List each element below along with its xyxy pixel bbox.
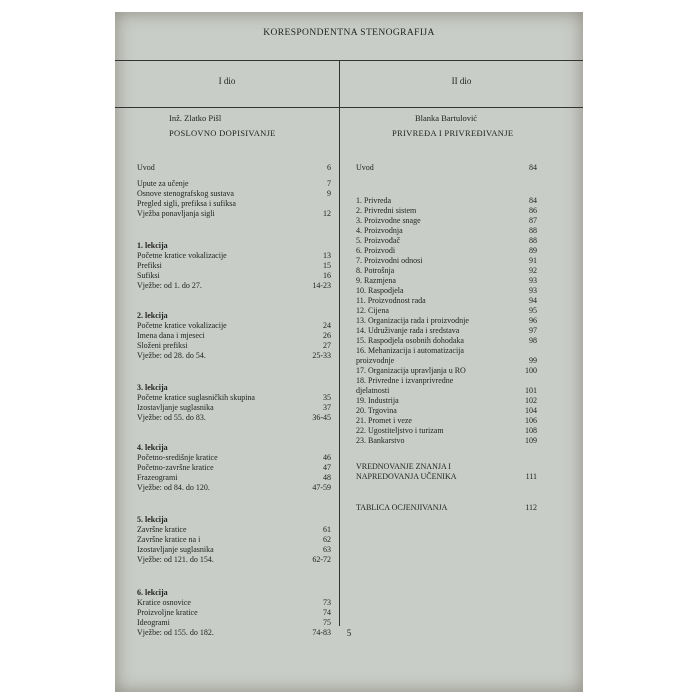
page-number: 5 [346,628,352,638]
toc-entry-page: 14-23 [312,281,331,290]
toc-entry-label: Vježbe: od 121. do 154. [137,555,214,564]
toc-entry [137,554,331,565]
left-subtitle: POSLOVNO DOPISIVANJE [169,128,276,138]
toc-entry-page: 24 [323,321,331,330]
toc-entry-page: 98 [529,336,537,345]
toc-entry-label: Izostavljanje suglasnika [137,545,214,554]
toc-entry-page: 84 [529,196,537,205]
toc-entry-label: Završne kratice [137,525,187,534]
toc-entry-page: 111 [525,472,537,481]
toc-entry-page: 84 [529,163,537,172]
left-author: Inž. Zlatko Pišl [169,113,222,123]
toc-entry-page: 93 [529,286,537,295]
toc-entry [137,208,331,219]
toc-entry-page: 101 [525,386,537,395]
column-divider [339,60,340,626]
book-page [115,12,583,692]
toc-entry-label: 3. Proizvodne snage [356,216,421,225]
toc-entry-label: TABLICA OCJENJIVANJA [356,503,448,512]
toc-entry-label: 9. Razmjena [356,276,396,285]
toc-entry-label: Uvod [137,163,155,172]
toc-entry-page: 88 [529,226,537,235]
toc-entry-page: 91 [529,256,537,265]
toc-entry-page: 12 [323,209,331,218]
toc-entry-page: 97 [529,326,537,335]
toc-entry-page: 88 [529,236,537,245]
toc-entry-label: Proizvoljne kratice [137,608,198,617]
toc-entry-page: 16 [323,271,331,280]
toc-entry-page: 86 [529,206,537,215]
toc-entry-page: 108 [525,426,537,435]
toc-entry-label: 20. Trgovina [356,406,397,415]
right-subtitle: PRIVREĐA I PRIVREĐIVANJE [392,128,514,138]
toc-entry-label: 4. lekcija [137,443,168,452]
toc-entry-label: 11. Proizvodnost rada [356,296,426,305]
toc-entry-page: 61 [323,525,331,534]
toc-entry-label: 13. Organizacija rada i proizvodnje [356,316,469,325]
toc-entry-label: Kratice osnovice [137,598,191,607]
toc-entry-label: Pregled sigli, prefiksa i sufiksa [137,199,236,208]
toc-entry [137,280,331,291]
toc-entry-page: 109 [525,436,537,445]
toc-entry-label: Imena dana i mjeseci [137,331,205,340]
toc-entry-label: 22. Ugostiteljstvo i turizam [356,426,444,435]
toc-entry-label: 15. Raspodjela osobnih dohodaka [356,336,464,345]
toc-entry-label: Vježbe: od 28. do 54. [137,351,206,360]
toc-entry-label: Vježbe: od 1. do 27. [137,281,202,290]
toc-entry-page: 46 [323,453,331,462]
toc-entry-label: 23. Bankarstvo [356,436,405,445]
page-title: KORESPONDENTNA STENOGRAFIJA [263,28,435,38]
toc-entry-label: 7. Proizvodni odnosi [356,256,423,265]
toc-entry-label: 14. Udruživanje rada i sredstava [356,326,460,335]
toc-entry-page: 47-59 [312,483,331,492]
toc-entry-page: 102 [525,396,537,405]
toc-entry [137,350,331,361]
toc-entry [137,482,331,493]
toc-entry-label: Vježbe: od 55. do 83. [137,413,206,422]
toc-entry-label: Početno-završne kratice [137,463,214,472]
toc-entry-label: NAPREDOVANJA UČENIKA [356,472,457,481]
toc-entry-page: 99 [529,356,537,365]
toc-entry-page: 89 [529,246,537,255]
toc-entry-label: 21. Promet i veze [356,416,412,425]
toc-entry-label: Početne kratice suglasničkih skupina [137,393,255,402]
toc-entry-label: 6. lekcija [137,588,168,597]
right-author: Blanka Bartulović [415,113,478,123]
header-rule [115,107,583,108]
toc-entry-page: 62 [323,535,331,544]
top-rule [115,60,583,61]
toc-entry-label: proizvodnje [356,356,395,365]
toc-entry-page: 47 [323,463,331,472]
toc-entry-page: 100 [525,366,537,375]
toc-entry-label: Ideogrami [137,618,170,627]
toc-entry-page: 13 [323,251,331,260]
toc-entry-label: Frazeogrami [137,473,178,482]
toc-entry [356,502,537,513]
toc-entry-page: 94 [529,296,537,305]
toc-entry-page: 87 [529,216,537,225]
toc-entry-label: 10. Raspodjela [356,286,404,295]
toc-entry-page: 93 [529,276,537,285]
toc-entry-label: Sufiksi [137,271,160,280]
toc-entry-page: 25-33 [312,351,331,360]
toc-entry-page: 73 [323,598,331,607]
toc-entry-page: 96 [529,316,537,325]
toc-entry-label: Uvod [356,163,374,172]
toc-entry-page: 27 [323,341,331,350]
toc-entry-label: Upute za učenje [137,179,189,188]
toc-entry-label: 3. lekcija [137,383,168,392]
right-column-heading: II dio [451,76,472,86]
toc-entry-page: 104 [525,406,537,415]
toc-entry-page: 6 [327,163,331,172]
toc-entry-page: 112 [525,503,537,512]
toc-entry [356,471,537,482]
toc-entry [356,162,537,173]
toc-entry-page: 9 [327,189,331,198]
toc-entry-label: Početno-središnje kratice [137,453,218,462]
toc-entry-label: 4. Proizvodnja [356,226,403,235]
toc-entry-label: 6. Proizvodi [356,246,396,255]
toc-entry-label: Osnove stenografskog sustava [137,189,234,198]
left-column-heading: I dio [218,76,236,86]
toc-entry [137,162,331,173]
toc-entry-label: Izostavljanje suglasnika [137,403,214,412]
toc-entry-label: Vježbe: od 84. do 120. [137,483,210,492]
toc-entry-page: 37 [323,403,331,412]
toc-entry-page: 74 [323,608,331,617]
toc-entry-page: 92 [529,266,537,275]
toc-entry-label: Vježba ponavljanja sigli [137,209,215,218]
toc-entry-label: 8. Potrošnja [356,266,395,275]
toc-entry-label: Vježbe: od 155. do 182. [137,628,214,637]
toc-entry-label: Završne kratice na i [137,535,201,544]
toc-entry-label: 1. Privreda [356,196,392,205]
toc-entry [137,412,331,423]
toc-entry-page: 35 [323,393,331,402]
toc-entry-label: Prefiksi [137,261,162,270]
toc-entry-label: 12. Cijena [356,306,389,315]
toc-entry-page: 106 [525,416,537,425]
toc-entry-page: 62-72 [312,555,331,564]
toc-entry-label: 5. Proizvođač [356,236,400,245]
toc-entry-label: Početne kratice vokalizacije [137,321,227,330]
toc-entry-page: 95 [529,306,537,315]
toc-entry-page: 36-45 [312,413,331,422]
toc-entry-label: 5. lekcija [137,515,168,524]
toc-entry-label: 16. Mehanizacija i automatizacija [356,346,464,355]
toc-entry-label: djelatnosti [356,386,390,395]
toc-entry-label: VREDNOVANJE ZNANJA I [356,462,451,471]
toc-entry-label: 18. Privredne i izvanprivredne [356,376,454,385]
toc-entry-label: 2. Privredni sistem [356,206,417,215]
toc-entry-label: 1. lekcija [137,241,168,250]
toc-entry-page: 48 [323,473,331,482]
toc-entry [356,435,537,446]
toc-entry-label: 19. Industrija [356,396,399,405]
toc-entry-page: 74-83 [312,628,331,637]
toc-entry-page: 63 [323,545,331,554]
toc-entry-page: 26 [323,331,331,340]
toc-entry-page: 15 [323,261,331,270]
toc-entry-page: 7 [327,179,331,188]
toc-entry-label: Početne kratice vokalizacije [137,251,227,260]
toc-entry-label: 2. lekcija [137,311,168,320]
toc-entry-label: 17. Organizacija upravljanja u RO [356,366,466,375]
toc-entry-page: 75 [323,618,331,627]
toc-entry-label: Složeni prefiksi [137,341,188,350]
